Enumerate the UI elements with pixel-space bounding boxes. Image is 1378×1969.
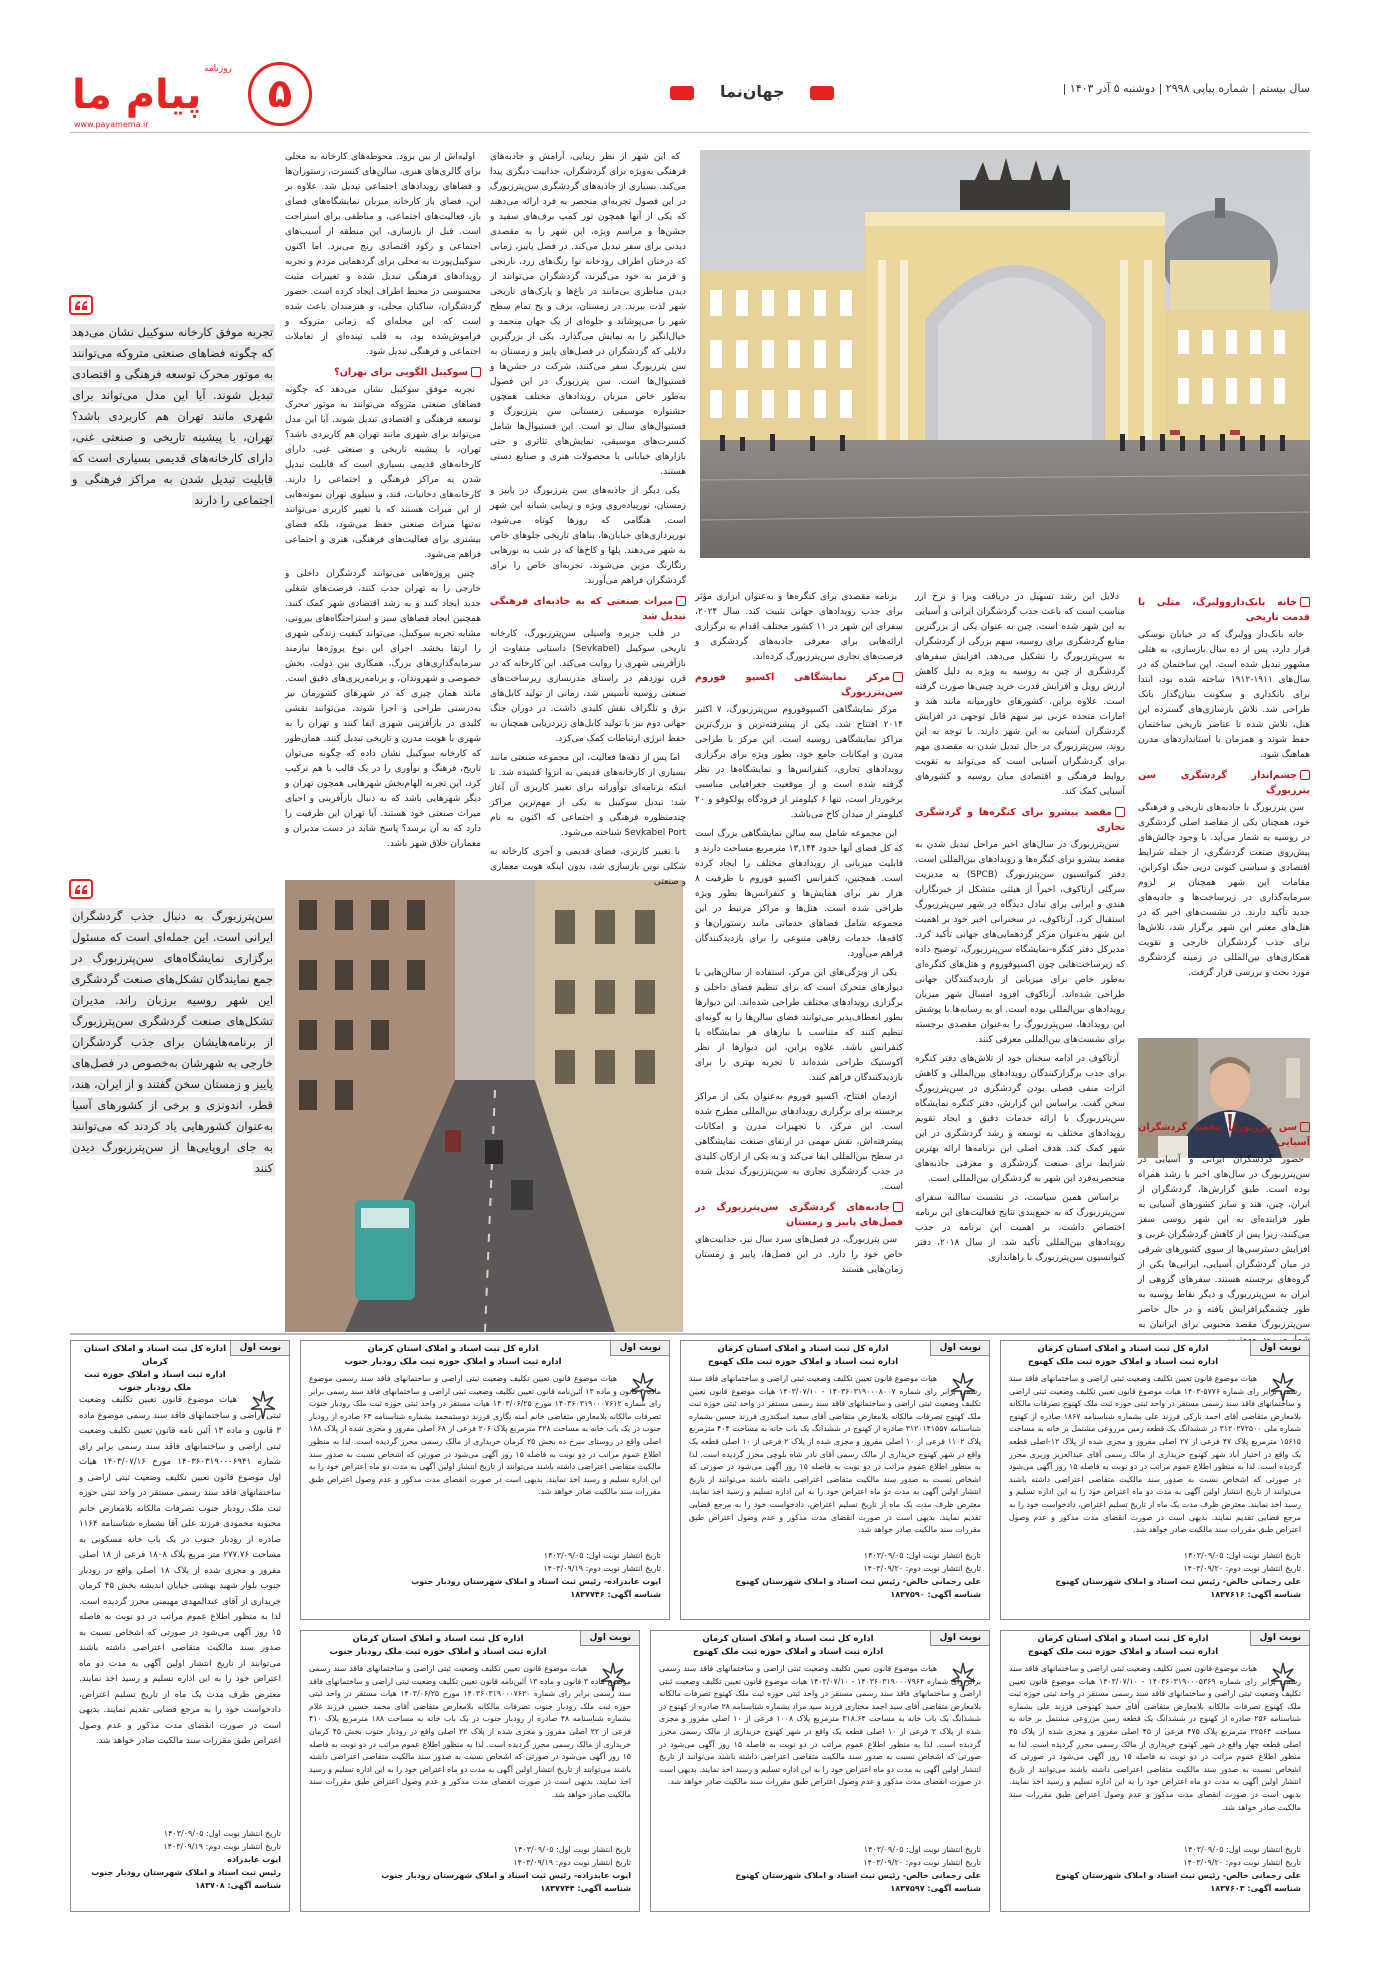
- notice-footer: تاریخ انتشار نوبت اول: ۱۴۰۳/۰۹/۰۵ تاریخ انتشار نوبت دوم: ۱۴۰۳/۰۹/۲۰ علی رحمانی خالص- رئیس ثبت اسناد و املاک شهرستان کهنوج شناسه آگهی: ۱۸۳۷۵۹۷: [735, 1845, 981, 1893]
- pull-quote-text: تجربه موفق کارخانه سوکیبل نشان می‌دهد که چگونه فضاهای صنعتی متروکه می‌توانند به موتور محرک توسعه فرهنگی و اقتصادی تبدیل شوند. آیا این مدل می‌تواند برای شهری مانند تهران هم کاربردی باشد؟ تهران، با پیشینه تاریخی و صنعتی غنی، دارای کارخانه‌های قدیمی بسیاری است که قابلیت تبدیل شدن به مراکز فرهنگی و اجتماعی را دارند: [72, 325, 273, 507]
- paragraph: اولیه‌اش از بین برود. محوطه‌های کارخانه به محلی برای گالری‌های هنری، سالن‌های کنسرت، رستوران‌ها و فضاهای رویدادهای اجتماعی تبدیل شد. علاوه بر این، فضای باز کارخانه میزبان نمایشگاه‌های فضای باز، فعالیت‌های اجتماعی، و مناطقی برای استراحت است. قبل از بازسازی، این منطقه از آسیب‌های اجتماعی و رکود اقتصادی رنج می‌برد. اما اکنون سوکیبل‌پورت به محلی برای گردهمایی مردم و تجربه رویدادهای فرهنگی تبدیل شده و تغییرات مثبت محسوسی در محیط اطراف ایجاد کرده است. حضور گردشگران، ساکنان محلی، و هنرمندان باعث شده است که این محله‌ای که زمانی متروکه و فراموش‌شده بود، به قلب تپنده‌ای از تعاملات اجتماعی و فرهنگی تبدیل شود.: [285, 152, 481, 357]
- notice-title: اداره کل ثبت اسناد و املاک استان کرمان اداره ثبت اسناد و املاک حوزه ثبت ملک رودبار جنوب: [83, 1344, 227, 1393]
- notice-body: هیات موضوع قانون تعیین تکلیف وضعیت ثبتی اراضی و ساختمانهای فاقد سند رسمی موضوع ماده ۳ قانون و ماده ۱۳ آئین‌نامه قانون تعیین تکلیف وضعیت ثبتی اراضی و ساختمانهای فاقد سند رسمی برابر رای شماره ۱۴۰۳۶۰۳۱۹۰۰۰۷۶۱۲ مورخ ۱۴۰۳/۰۶/۲۵ هیات مستقر در واحد ثبتی حوزه ثبت ملک رودبار جنوب تصرفات مالکانه بلامعارض متقاضی خانم آمنه نگاری فرزند دوستمحمد بشماره شناسنامه ۶۴ صادره از رودبار جنوب در یک باب خانه به مساحت ۳۲۸ مترمربع پلاک ۲۰۶ فرعی از ۶۸ اصلی مفروز و مجزی شده از پلاک ۱۸۸ اصلی واقع در روستای سرخ ده بخش ۲۵ کرمان خریداری از مالک رسمی محرز گردیده است. لذا به منظور اطلاع عموم مراتب در دو نوبت به فاصله ۱۵ روز آگهی می‌شود در صورتی که اشخاص نسبت به صدور سند مالکیت متقاضی اعتراضی داشته باشند می‌توانند از تاریخ انتشار اولین آگهی به مدت دو ماه اعتراض خود را به این اداره تسلیم و رسید اخذ نمایند. بدیهی است در صورت انقضای مدت مذکور و عدم وصول اعتراض طبق مقررات سند مالکیت صادر خواهد شد.: [309, 1374, 662, 1497]
- page-number: ۵: [248, 62, 312, 126]
- paragraph: سن پترزبورگ با جاذبه‌های تاریخی و فرهنگی خود، همچنان یکی از مقاصد اصلی گردشگری در روسیه به شمار می‌آید. با وجود چالش‌های پیش‌روی صنعت گردشگری، از جمله شرایط اقتصادی و سیاسی کنونی درپی جنگ اوکراین، مقامات این شهر همچنان بر لزوم سرمایه‌گذاری در زیرساخت‌ها و جاذبه‌های جدید تأکید دارند. در نشست‌های اخیر که در هتل‌های معتبر این شهر برگزار شد، تلاش‌ها برای جذب گردشگران خارجی و تقویت همکاری‌های بین‌المللی در زمینه گردشگری مورد بحث و بررسی قرار گرفت.: [1138, 803, 1310, 978]
- notice-title: اداره کل ثبت اسناد و املاک استان کرمان اداره ثبت اسناد و املاک حوزه ثبت ملک رودبار جنوب: [329, 1634, 547, 1657]
- paragraph: برنامه مقصدی برای کنگره‌ها و به‌عنوان ابزاری مؤثر برای جذب رویدادهای جهانی تثبیت کند. سال ۲۰۲۴، سفرای این شهر در ۱۱ کشور مختلف اقدام به برگزاری ارائه‌هایی برای معرفی جاذبه‌های گردشگری و فرصت‌های تجاری سن‌پترزبورگ کرده‌اند.: [695, 592, 903, 662]
- pull-quote: [70, 296, 275, 526]
- notice-footer: تاریخ انتشار نوبت اول: ۱۴۰۳/۰۹/۰۵ تاریخ انتشار نوبت دوم: ۱۴۰۳/۰۹/۲۰ علی رحمانی خالص- رئیس ثبت اسناد و املاک شهرستان کهنوج شناسه آگهی: ۱۸۳۷۶۱۶: [1055, 1551, 1301, 1599]
- newspaper-logo[interactable]: [70, 62, 230, 130]
- section-title: جهان‌نما: [720, 82, 785, 101]
- notice-body: هیات موضوع قانون تعیین تکلیف وضعیت ثبتی اراضی و ساختمانهای فاقد سند رسمی برابر رای شماره ۱۴۰۳۶۰۳۱۹۰۰۰۵۳۶۹ - ۱۴۰۳/۰۷/۱۰ هیات موضوع قانون تعیین تکلیف وضعیت ثبتی اراضی و ساختمانهای فاقد سند رسمی مستقر در واحد ثبتی حوزه ثبت ملک کهنوج تصرفات مالکانه بلامعارض متقاضی آقای حمید کهنوجی فرزند علی بشماره شناسنامه ۲۵۶ صادره از کهنوج در ششدانگ یک قطعه زمین مزروعی مشتمل بر خانه به مساحت ۲۲۵۶۴ مترمربع پلاک ۴۷۵ فرعی از ۴۵ اصلی مفروز و مجزی شده از پلاک ۴۵ اصلی قطعه چهار واقع در شهر کهنوج خریداری از مالک رسمی محرز گردیده است. لذا به منظور اطلاع عموم مراتب در دو نوبت به فاصله ۱۵ روز آگهی می‌شود در صورتی که اشخاص نسبت به صدور سند مالکیت متقاضی اعتراضی داشته باشند می‌توانند از تاریخ انتشار اولین آگهی به مدت دو ماه اعتراض خود را به این اداره تسلیم و رسید اخذ نمایند. بدیهی است در صورت انقضای مدت مذکور و عدم وصول اعتراض طبق مقررات سند مالکیت صادر خواهد شد.: [1009, 1664, 1301, 1812]
- notice-body: هیات موضوع قانون تعیین تکلیف وضعیت ثبتی اراضی و ساختمانهای فاقد سند رسمی برابر رای شماره ۱۴۰۳۶۰۳۱۹۰۰۰۷۹۶۴ - ۱۴۰۳/۰۷/۱۰ هیات موضوع قانون تعیین تکلیف وضعیت ثبتی اراضی و ساختمانهای فاقد سند رسمی مستقر در واحد ثبتی حوزه ثبت ملک کهنوج تصرفات مالکانه بلامعارض متقاضی آقای سید احمد مختاری فرزند سید مراد بشماره شناسنامه ۲۸ صادره از کهنوج در ششدانگ یک باب خانه به مساحت ۳۱۸.۶۴ مترمربع پلاک ۱۰۰۸ فرعی از ۱۰ اصلی مفروز و مجزی شده از پلاک ۲ فرعی از ۱۰ اصلی قطعه یک واقع در شهر کهنوج خریداری از مالک رسمی محرز گردیده است. لذا به منظور اطلاع عموم مراتب در دو نوبت به فاصله ۱۵ روز آگهی می‌شود در صورتی که اشخاص نسبت به صدور سند مالکیت متقاضی اعتراضی داشته باشند می‌توانند از تاریخ انتشار اولین آگهی به مدت دو ماه اعتراض خود را به این اداره تسلیم و رسید اخذ نمایند. بدیهی است در صورت انقضای مدت مذکور و عدم وصول اعتراض طبق مقررات سند مالکیت صادر خواهد شد.: [659, 1664, 982, 1787]
- notice-tag: نوبت اول: [580, 1631, 639, 1646]
- notice-title: اداره کل ثبت اسناد و املاک استان کرمان اداره ثبت اسناد و املاک حوزه ثبت ملک کهنوج: [707, 1344, 899, 1367]
- logo-site: www.payamema.ir: [74, 120, 149, 129]
- issue-info: سال بیستم | شماره پیاپی ۲۹۹۸ | دوشنبه ۵ آذر ۱۴۰۳ |: [1062, 82, 1310, 95]
- logo-wordmark: پیام ما: [72, 72, 202, 118]
- photo-general-staff-arch: [700, 150, 1310, 558]
- notice-body: هیات موضوع قانون تعیین تکلیف وضعیت ثبتی اراضی و ساختمانهای فاقد سند رسمی برابر رای شماره ۵۷۷۶-۱۴۰۳ هیات موضوع قانون تعیین تکلیف وضعیت ثبتی اراضی و ساختمانهای فاقد سند رسمی مستقر در واحد ثبتی حوزه ثبت ملک کهنوج تصرفات مالکانه بلامعارض متقاضی آقای احمد نارکی فرزند علی بشماره شناسنامه ۱۸۶۷ صادره از کهنوج شماره ملی ۳۱۲۰۲۷۲۵۰۰ در ششدانگ یک قطعه زمین مزروعی مشتمل بر خانه به مساحت ۱۵۶۱۵ مترمربع پلاک ۴۷ فرعی از ۲۷ اصلی مفروز و مجزی شده از پلاک ۱۲-اصلی قطعه یک واقع در اختیار آباد شهر کهنوج خریداری از مالک رسمی آقای عبدالعزیز وزیری محرز گردیده است. لذا به منظور اطلاع عموم مراتب در دو نوبت به فاصله ۱۵ روز آگهی می‌شود در صورتی که اشخاص نسبت به صدور سند مالکیت متقاضی اعتراضی داشته باشند می‌توانند از تاریخ انتشار اولین آگهی به مدت دو ماه اعتراض خود را به این اداره تسلیم و رسید اخذ نمایند. معترض ظرف مدت یک ماه از تاریخ تسلیم اعتراض، دادخواست خود را به مرجع قضایی تقدیم نمایند. بدیهی است در صورت انقضای مدت مذکور و عدم وصول اعتراض طبق مقررات سند مالکیت صادر خواهد شد.: [1009, 1374, 1302, 1535]
- legal-notice: [70, 1340, 290, 1912]
- header-divider: [70, 132, 1310, 133]
- subheading: چشم‌انداز گردشگری سن‌ پترزبورگ: [1138, 770, 1310, 796]
- article-column-5: [285, 150, 481, 875]
- notice-title: اداره کل ثبت اسناد و املاک استان کرمان اداره ثبت اسناد و املاک حوزه ثبت ملک کهنوج: [692, 1634, 884, 1657]
- chevron-left-icon: ‹: [676, 84, 682, 99]
- portrait-spacer: [1138, 985, 1310, 1115]
- photo-nevsky-street: [285, 880, 683, 1332]
- article-column-1: [1138, 590, 1310, 1330]
- notice-tag: نوبت اول: [230, 1341, 289, 1356]
- paragraph: حضور گردشگران ایرانی و آسیایی در سن‌پترزبورگ در سال‌های اخیر با رشد همراه بوده است. طبق گزارش‌ها، گردشگران از ایران، چین، هند و سایر کشورهای آسیایی به طور فزاینده‌ای به این شهر روسی سفر می‌کنند، زیرا پس از کاهش گردشگران غربی و افزایش دسترسی‌ها از سوی کشورهای شرقی در میان گردشگران آسیایی، ایرانی‌ها یکی از گروه‌های برجسته هستند. سفرهای گروهی از ایران به سن‌پترزبورگ و دیگر نقاط روسیه به طور چشمگیرافزایش یافته و در حال حاضر سن‌پترزبورگ مقصد محبوبی برای ایرانیان به: [1138, 1155, 1310, 1330]
- notice-footer: تاریخ انتشار نوبت اول: ۱۴۰۳/۰۹/۰۵ تاریخ انتشار نوبت دوم: ۱۴۰۳/۰۹/۱۹ ایوب عابدزاده- رئیس ثبت اسناد و املاک شهرستان رودبار جنوب شناسه آگهی: ۱۸۳۷۷۴۴: [381, 1845, 631, 1893]
- notice-tag: نوبت اول: [930, 1341, 989, 1356]
- paragraph: که این شهر از نظر زیبایی، آرامش و جاذبه‌های فرهنگی به‌ویژه برای گردشگران، جذابیت دیگری پیدا می‌کند. بسیاری از جاذبه‌های گردشگری سن‌پترزبورگ در این فصول تجربه‌ای منحصر به فرد ارائه می‌دهند که یکی از آنها همچون تور کمپ برف‌های سفید و جشن‌ها و مراسم ویژه، این شهر را به مقصدی دیدنی برای سفر تبدیل می‌کند. در فصل پاییز، زمانی که درختان اطراف رودخانه نوا رنگ‌های زرد، نارنجی و قرمز به خود می‌گیرند، گردشگران می‌توانند از دیدن مناظری بی‌مانند در باغ‌ها و پارک‌های تاریخی شهر لذت ببرند. در زمستان، برف و یخ تمام سطح شهر را می‌پوشاند و جلوه‌ای از یک جهان منجمد و خیال‌انگیز را به نمایش می‌گذارد. یکی از بزرگترین دلایلی که گردشگران در فصل‌های پاییز و زمستان به سن پترزبورگ سفر می‌کنند، شرکت در جشن‌ها و فستیوال‌ها است. سن پترزبورگ در این فصول به‌طور خاص میزبان رویدادهای مختلف همچون جشنواره موسیقی زمستانی سن پترزبورگ و فستیوال‌های سال نو است. این فستیوال‌ها شامل کنسرت‌های موسیقی، نمایش‌های تئاتری و حتی بازارهای خیابانی با محصولات هنری و صنایع دستی هستند.: [490, 152, 686, 477]
- notice-footer: تاریخ انتشار نوبت اول: ۱۴۰۳/۰۹/۰۵ تاریخ انتشار نوبت دوم: ۱۴۰۳/۰۹/۱۹ ایوب عابدزاده- رئیس ثبت اسناد و املاک شهرستان رودبار جنوب شناسه آگهی: ۱۸۳۷۷۴۶: [411, 1551, 661, 1599]
- notice-tag: نوبت اول: [610, 1341, 669, 1356]
- legal-notice: [300, 1340, 670, 1620]
- section-marker: [670, 86, 694, 100]
- legal-notice: [1000, 1630, 1310, 1912]
- legal-notice: [1000, 1340, 1310, 1620]
- notice-title: اداره کل ثبت اسناد و املاک استان کرمان اداره ثبت اسناد و املاک حوزه ثبت ملک کهنوج: [1027, 1344, 1219, 1367]
- article-column-4: [490, 150, 686, 887]
- paragraph: خانه بانک‌دار وولبرگ که در خیابان نوسکی قرار دارد، پس از ده سال بازسازی، به هتلی مشهور تبدیل شده است. این ساختمان که در سال‌های ۱۹۱۱-۱۹۱۲ ساخته شده بود، ابتدا برای بانکداری و سکونت بنیان‌گذار بانک طراحی شد. تلاش بازسازی‌های گسترده این هتل، تلاش شده تا عناصر تاریخی ساختمان حفظ شوند و همزمان با استانداردهای مدرن هماهنگ شود.: [1138, 630, 1311, 760]
- legal-notice: [650, 1630, 990, 1912]
- chevron-right-icon: ›: [816, 84, 822, 99]
- notice-body: هیات موضوع قانون تعیین تکلیف وضعیت ثبتی اراضی و ساختمانهای فاقد سند رسمی موضوع ماده ۳ قانون و ماده ۱۳ آئین‌نامه قانون تعیین تکلیف وضعیت ثبتی اراضی و ساختمانهای فاقد سند رسمی برابر رای شماره ۱۴۰۳۶۰۳۱۹۰۰۰۷۶۲۰ مورخ ۱۴۰۳/۰۶/۲۵ هیات مستقر در واحد ثبتی حوزه ثبت ملک رودبار جنوب تصرفات مالکانه بلامعارض متقاضی آقای محمد حسین فرزند غلام بشماره شناسنامه ۴۸ صادره از رودبار جنوب در یک باب خانه به مساحت ۱۸۸ مترمربع پلاک ۴۱۰ فرعی از ۲۲ اصلی مفروز و مجزی شده از پلاک ۲۲ اصلی واقع در رودبار جنوب بخش ۴۵ کرمان خریداری از مالک رسمی محرز گردیده است. لذا به منظور اطلاع عموم مراتب در دو نوبت به فاصله ۱۵ روز آگهی می‌شود در صورتی که اشخاص نسبت به صدور سند مالکیت متقاضی اعتراضی داشته باشند می‌توانند از تاریخ انتشار اولین آگهی به مدت دو ماه اعتراض خود را به این اداره تسلیم و رسید اخذ نمایند. بدیهی است در صورت انقضای مدت مذکور و عدم وصول اعتراض طبق مقررات سند مالکیت صادر خواهد شد.: [309, 1664, 631, 1799]
- page-header: [70, 62, 1310, 130]
- paragraph: ازدمان افتتاح، اکسپو فوروم به‌عنوان یکی از مراکز برجسته برای برگزاری رویدادهای بین‌المللی مطرح شده است. این مرکز، با تجهیزات مدرن و امکانات پیشرفته‌اش، نقش مهمی در ارتقای صنعت نمایشگاهی در سطح بین‌المللی ایفا می‌کند و به یکی از ارکان کلیدی در جذب گردشگری تجاری به سن‌پترزبورگ تبدیل شده است.: [695, 1092, 903, 1192]
- notice-footer: تاریخ انتشار نوبت اول: ۱۴۰۳/۰۹/۰۵ تاریخ انتشار نوبت دوم: ۱۴۰۳/۰۹/۲۰ علی رحمانی خالص- رئیس ثبت اسناد و املاک شهرستان کهنوج شناسه آگهی: ۱۸۳۷۵۹۰: [735, 1551, 981, 1599]
- notice-tag: نوبت اول: [930, 1631, 989, 1646]
- notice-title: اداره کل ثبت اسناد و املاک استان کرمان اداره ثبت اسناد و املاک حوزه ثبت ملک رودبار جنوب: [344, 1344, 562, 1367]
- paragraph: یکی از ویژگی‌های این مرکز، استفاده از سالن‌هایی با دیوارهای متحرک است که برای تنظیم فضای داخلی و برگزاری رویدادهای مختلف طراحی شده‌اند. این دیوارها بطور انعطاف‌پذیر می‌توانند فضای سالن‌ها را به گونه‌ای تنظیم کنند که متناسب با نیازهای هر نمایشگاه یا کنفرانس باشد. علاوه براین، این دیوارها از نظر آکوستیک طراحی شده‌اند تا تجربه بهتری را برای بازدیدکنندگان فراهم کنند.: [695, 968, 903, 1083]
- subheading: میراث صنعتی که به جاذبه‌ای فرهنگی تبدیل شد: [490, 596, 686, 622]
- subheading: مرکز نمایشگاهی اکسپو فوروم سن‌پترزبورگ: [695, 672, 903, 698]
- paragraph: آرتاکوف در ادامه سخنان خود از تلاش‌های دفتر کنگره برای جذب برگزارکنندگان رویدادهای بین‌المللی و کاهش اثرات منفی فصلی بودن گردشگری در سن‌پترزبورگ سخن گفت. براساس این گزارش، دفتر کنگره نمایشگاه سن‌پترزبورگ با ارائه خدمات دقیق و ایجاد تقویم رویدادهای مختلف به توسعه و رشد گردشگری در این شهر کمک کند. هدف اصلی این برنامه‌ها ارائه بهترین شرایط برای صنعت گردشگری و معرفی جاذبه‌های منحصربه‌فرد این شهر به گردشگران بین‌المللی است.: [915, 1054, 1125, 1184]
- notice-tag: نوبت اول: [1250, 1341, 1309, 1356]
- paragraph: سن پترزبورگ، در فصل‌های سرد سال نیز، جذابیت‌های خاص خود را دارد. در این فصل‌ها، پاییز و زمستان زمان‌هایی هستند: [695, 1235, 903, 1275]
- notice-tag: نوبت اول: [1250, 1631, 1309, 1646]
- paragraph: چنین پروژه‌هایی می‌توانند گردشگران داخلی و خارجی را به تهران جذب کنند، فرصت‌های شغلی جدید ایجاد کنند و به رشد اقتصادی شهر کمک کنند. همچنین ایجاد فضاهای سبز و استراحتگاه‌های بیرونی، مشابه تجربه سوکیبل، می‌تواند کیفیت زندگی شهری را ارتقا بخشد. اجرای این نوع پروژه‌ها نیازمند سرمایه‌گذاری‌های بزرگ، همکاری بین دولت، بخش خصوصی و شهروندان، و برنامه‌ریزی‌های دقیق است. مانند همان چیزی که در شهرهای کشورمان نیز به‌درستی طراحی و اجرا شوند، می‌توانند نقشی کلیدی در بازآفرینی شهری ایفا کنند و تهران را به شهری با هویت مدرن و تاریخی تبدیل کنند. همان‌طور که کارخانه سوکیبل نشان داده که چگونه می‌توان تاریخ، فرهنگ و نوآوری را در یک قالب با هم ترکیب کرد، این تجربه الهام‌بخش شهرهایی همچون تهران و دیگر شهرهایی باشد که به دنبال بازآفرینی و احیای میراث صنعتی خود هستند. آیا تهران این ظرفیت را دارد که به آن برسد؟ پاسخ شاید در دست مدیران و معماران خلاق شهر باشد.: [285, 569, 481, 849]
- subheading: سوکیبل الگویی برای تهران؟: [285, 365, 481, 380]
- quote-icon: [70, 880, 92, 898]
- notice-title: اداره کل ثبت اسناد و املاک استان کرمان اداره ثبت اسناد و املاک حوزه ثبت ملک کهنوج: [1027, 1634, 1219, 1657]
- notice-body: هیات موضوع قانون تعیین تکلیف وضعیت ثبتی اراضی و ساختمانهای فاقد سند رسمی برابر رای شماره ۱۴۰۳۶۰۳۱۹۰۰۰۸۰۰۷ - ۱۴۰۳/۰۷/۱۰ هیات موضوع قانون تعیین تکلیف وضعیت ثبتی اراضی و ساختمانهای فاقد سند رسمی مستقر در واحد ثبتی حوزه ثبت ملک کهنوج تصرفات مالکانه بلامعارض متقاضی آقای سعید اسکندری فرزند حسین بشماره شناسنامه ۳۱۲۰۱۴۱۵۵۷ صادره از کهنوج در ششدانگ یک باب خانه به مساحت ۴۰۴ مترمربع پلاک ۱۱۰۲ فرعی از ۱۰ اصلی مفروز و مجزی شده از پلاک ۲ فرعی از ۱۰ اصلی قطعه یک واقع در شهر کهنوج خریداری از مالک رسمی آقای نادر شاه بلوچی محرز گردیده است. لذا به منظور اطلاع عموم مراتب در دو نوبت به فاصله ۱۵ روز آگهی می‌شود در صورتی که اشخاص نسبت به صدور سند مالکیت متقاضی اعتراضی داشته باشند می‌توانند از تاریخ انتشار اولین آگهی به مدت دو ماه اعتراض خود را به این اداره تسلیم و رسید اخذ نمایند. معترض ظرف مدت یک ماه از تاریخ تسلیم اعتراض، دادخواست خود را به مرجع قضایی تقدیم نمایند. بدیهی است در صورت انقضای مدت مذکور و عدم وصول اعتراض طبق مقررات سند مالکیت صادر خواهد شد.: [689, 1374, 982, 1535]
- pull-quote: [70, 880, 275, 1180]
- paragraph: سن‌پترزبورگ در سال‌های اخیر مراحل تبدیل شدن به مقصد پیشرو برای کنگره‌ها و رویدادهای بین‌المللی است. دفتر کنوانسیون سن‌پترزبورگ (SPCB) به مدیریت سرگئی آرتاکوف، اخیراً از هیئتی متشکل از خبرنگاران هندی و ایرانی برای تبادل دیدگاه در شهر سن‌پترزبورگ استقبال کرد. آرتاکوف، در سخنرانی اخیر خود بر اهمیت این شهر به‌عنوان مرکز گردهمایی‌های جهانی تأکید کرد. مدیرکل دفتر کنگره-نمایشگاه سن‌پترزبورگ، توضیح داده که زیرساخت‌هایی چون اکسپوفوروم و هتل‌های کنگره‌ای به‌طور خاص برای میزبانی از بازدیدکنندگان جهانی طراحی شده‌اند. آرتاکوف افزود امسال شهر میزبان رویدادهای بین‌المللی بوده است. او به رسانه‌ها با پوشش این رویدادها، سن‌پترزبورگ را به‌عنوان مقصدی برجسته برای نشست‌های بین‌المللی معرفی کنند.: [915, 840, 1125, 1045]
- paragraph: یکی دیگر از جاذبه‌های سن پترزبورگ در پاییز و زمستان، تورپیاده‌روی ویژه و زیبایی شبانه این شهر است. هنگامی که روزها کوتاه می‌شود، نورپردازی‌های خیابان‌ها، بناهای تاریخی جلوهای خاص به شهر می‌دهند. پلها و کاخ‌ها که در شب به نورهایی رنگارنگ مزین می‌شوند، تجربه‌ای خاص را برای گردشگران فراهم می‌آورند.: [490, 486, 686, 586]
- notice-footer: تاریخ انتشار نوبت اول: ۱۴۰۳/۰۹/۰۵ تاریخ انتشار نوبت دوم: ۱۴۰۳/۰۹/۱۹ ایوب عابدزاده رئیس ثبت اسناد و املاک شهرستان رودبار جنوب شناسه آگهی: ۱۸۳۷۰۸: [91, 1829, 281, 1890]
- subheading: سن‌ پترزبورگ مقصد گردشگران آسیایی: [1138, 1122, 1310, 1148]
- logo-tag: روزنامه: [204, 64, 232, 74]
- paragraph: براساس همین سیاست، در نشست ساالنه سفرای سن‌پترزبورگ که به جمع‌بندی نتایج فعالیت‌های این برنامه اختصاص داشت، بر اهمیت این برنامه در جذب رویدادهای بین‌المللی تأکید شد. از سال ۲۰۱۸، دفتر کنوانسیون سن‌پترزبورگ با راهاندازی: [915, 1193, 1125, 1263]
- notice-body: هیات موضوع قانون تعیین تکلیف وضعیت ثبتی اراضی و ساختمانهای فاقد سند رسمی موضوع ماده ۳ قانون و ماده ۱۳ آئین نامه قانون تعیین تکلیف وضعیت ثبتی اراضی و ساختمانهای فاقد سند رسمی برابر رای شماره ۱۴۰۳۶۰۳۱۹۰۰۰۶۹۴۱ مورخ ۱۴۰۳/۰۷/۱۶ هیات اول موضوع قانون تعیین تکلیف وضعیت ثبتی اراضی و ساختمانهای فاقد سند رسمی مستقر در واحد ثبتی حوزه ثبت ملک رودبار جنوب تصرفات مالکانه بلامعارض خانم محبوبه محمودی فرزند علی آقا بشماره شناسنامه ۱۱۶۴ صادره از رودبار جنوب در یک باب خانه مسکونی به مساحت ۲۷۷.۷۶ متر مربع پلاک ۱۸۰۸ فرعی از ۱۸ اصلی مفروز و مجزی شده از پلاک ۱۸ اصلی واقع در رودبار جنوب بلوار شهید بهشتی خیابان اندیشه بخش ۴۵ کرمان خریداری از آقای عبدالمهدی مهیمنی محرز گردیده است. لذا به منظور اطلاع عموم مراتب در دو نوبت به فاصله ۱۵ روز آگهی می‌شود در صورتی که اشخاص نسبت به صدور سند مالکیت متقاضی اعتراضی داشته باشند می‌توانند از تاریخ انتشار اولین آگهی به مدت دو ماه اعتراض خود را به این اداره تسلیم و رسید اخذ نمایند. معترض ظرف مدت یک ماه از تاریخ تسلیم اعتراض، دادخواست خود را به مرجع قضایی تقدیم نمایند. بدیهی است در صورت انقضای مدت مذکور و عدم وصول اعتراض طبق مقررات سند مالکیت صادر خواهد شد.: [79, 1395, 282, 1746]
- paragraph: تجربه موفق سوکیبل نشان می‌دهد که چگونه فضاهای صنعتی متروکه می‌توانند به موتور محرک توسعه فرهنگی و اقتصادی تبدیل شوند. آیا این مدل می‌تواند برای شهری مانند تهران هم کاربردی باشد؟ تهران، با پیشینه تاریخی و صنعتی غنی، دارای کارخانه‌های قدیمی بسیاری است که قابلیت تبدیل شدن به مراکز فرهنگی و اجتماعی را دارند. کارخانه‌های دخانیات، قند، و سیلوی تهران نمونه‌هایی از این میراث هستند که با تغییر کاربری می‌توانند نه‌تنها میراث صنعتی حفظ می‌شود، بلکه فضای بیشتری برای فعالیت‌های فرهنگی، هنری و اجتماعی فراهم می‌شود.: [285, 385, 481, 560]
- pull-quote-text: سن‌پترزبورگ به دنبال جذب گردشگران ایرانی است. این جمله‌ای است که مسئول برگزاری نمایشگاه‌های سن‌پترزبورگ در جمع نمایندگان تشکل‌های صنعت گردشگری این شهر روسیه برزبان راند. مدیران تشکل‌های صنعت گردشگری سن‌پترزبورگ از برنامه‌هایشان برای جذب گردشگران خارجی به شهرشان به‌خصوص در فصل‌های پاییز و زمستان سخن گفتند و از ایران، هند، قطر، اندونزی و برخی از کشورهای آسیا به‌عنوان کشورهایی یاد کردند که می‌توانند به جای اروپایی‌ها از سن‌پترزبورگ دیدن کنند: [71, 909, 273, 1175]
- section-marker: [810, 86, 834, 100]
- paragraph: این مجموعه شامل سه سالن نمایشگاهی بزرگ است که کل فضای آنها حدود ۱۳,۱۴۴ مترمربع مساحت دارند و قابلیت میزبانی از رویدادهای مختلف را ایجاد کرده است. همچنین، کنفرانس اکسپو فوروم با ظرفیت ۸ هزار نفر برای همایش‌ها و کنفرانس‌ها بطور ویژه طراحی شده است. هتل‌ها و مراکز مرتبط در این مجموعه شامل فضاهای خدماتی مانند رستوران‌ها و کافه‌ها، خدمات رفاهی متنوعی را برای بازدیدکنندگان فراهم می‌آورد.: [695, 829, 903, 959]
- legal-notice: [680, 1340, 990, 1620]
- subheading: مقصد پیشرو برای کنگره‌ها و گردشگری تجاری: [915, 807, 1125, 833]
- article-column-3: [695, 590, 903, 1330]
- paragraph: دلایل این رشد تسهیل در دریافت ویزا و نرخ ارز مناسب است که باعث جذب گردشگران ایرانی و آسیایی به این شهر شده است. چین به عنوان یکی از بزرگترین منابع گردشگری برای روسیه، سهم بزرگی از گردشگران به سن‌پترزبورگ را تشکیل می‌دهد. افزایش سفرهای گردشگری از چین به روسیه به ویژه به دلیل کاهش ارزش روبل و افزایش قدرت خرید چینی‌ها صورت گرفته است. علاوه براین، کشورهای خاورمیانه مانند هند و امارات متحده عربی نیز سهم قابل توجهی در افزایش گردشگران آسیایی به این شهر دارند. با توجه به این روند، سن‌پترزبورگ در حال تبدیل شدن به مقصدی مهم برای گردشگران آسیایی است که می‌تواند به تقویت روابط فرهنگی و اقتصادی میان روسیه و کشورهای آسیایی کمک کند.: [915, 592, 1125, 797]
- quote-icon: [70, 296, 92, 314]
- notices-divider: [70, 1333, 1310, 1335]
- article-column-2: [915, 590, 1125, 1330]
- paragraph: در قلب جزیره واسیلی سن‌پترزبورگ، کارخانه تاریخی سوکیبل (Sevkabel) داستانی متفاوت از بازآفرینی شهری را روایت می‌کند. این کارخانه که در قرن نوزدهم در راستای مدرنسازی زیرساخت‌های صنعتی روسیه تأسیس شد، زمانی از تولید کابل‌های برق و تلگراف نقش کلیدی داشت. در دوران جنگ جهانی دوم نیز با تولید کابل‌های زیردریایی همچنان به حفظ انرژی ارتباطات کمک می‌کرد.: [490, 629, 686, 744]
- paragraph: مرکز نمایشگاهی اکسپوفوروم سن‌پترزبورگ، ۷ اکتبر ۲۰۱۴ افتتاح شد، یکی از پیشرفته‌ترین و بزرگ‌ترین مراکز نمایشگاهی روسیه است. این مرکز با طراحی مدرن و امکانات جامع خود، بطور ویژه برای برگزاری رویدادهای تجاری، کنفرانس‌ها و نمایشگاه‌ها در نظر گرفته شده است و از موقعیت جغرافیایی مناسبی برخوردار است، تنها ۶ کیلومتر از فرودگاه پولکوفو و ۲۰ کیلومتر از میدان کاخ می‌باشد.: [695, 705, 903, 820]
- subheading: جاذبه‌های گردشگری سن‌پترزبورگ در فصل‌های پاییز و زمستان: [695, 1202, 903, 1228]
- legal-notice: [300, 1630, 640, 1912]
- paragraph: با تغییر کاربری، فضای قدیمی و آجری کارخانه به شکلی نوین بازسازی شد، بدون اینکه هویت معماری و صنعتی: [490, 847, 686, 887]
- notice-footer: تاریخ انتشار نوبت اول: ۱۴۰۳/۰۹/۰۵ تاریخ انتشار نوبت دوم: ۱۴۰۳/۰۹/۲۰ علی رحمانی خالص- رئیس ثبت اسناد و املاک شهرستان کهنوج شناسه آگهی: ۱۸۳۷۶۰۳: [1055, 1845, 1301, 1893]
- subheading: خانه بانک‌داروولبرگ، متلی با قدمت تاریخی: [1138, 597, 1310, 623]
- paragraph: اما پس از دهه‌ها فعالیت، این مجموعه صنعتی مانند بسیاری از کارخانه‌های قدیمی به انزوا کشیده شد. تا اینکه برنامه‌ای نوآورانه برای تغییر کاربری آن آغاز شد: تبدیل سوکیبل به یکی از مهم‌ترین مراکز چندمنظوره فرهنگی و اجتماعی که اکنون به نام Sevkabel Port شناخته می‌شود.: [490, 753, 686, 838]
